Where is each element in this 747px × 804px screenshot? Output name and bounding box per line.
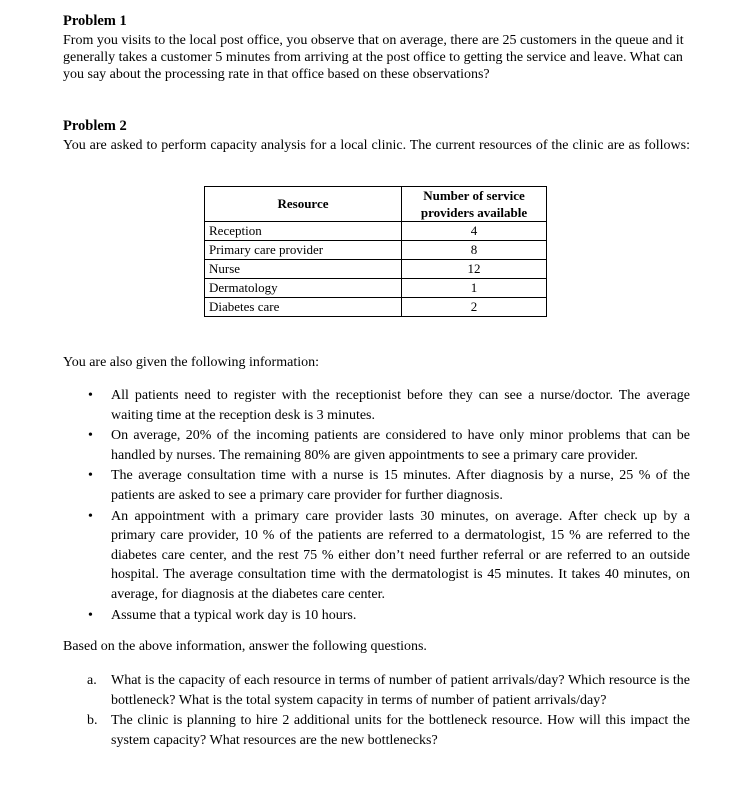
resource-name: Nurse bbox=[205, 260, 402, 279]
list-item bbox=[87, 507, 690, 605]
problem1-heading: Problem 1 bbox=[63, 13, 127, 29]
table-row bbox=[205, 260, 547, 279]
bullet-icon: • bbox=[88, 607, 93, 623]
bullet-text: All patients need to register with the receptionist before they can see a nurse/doctor. The average waiting time at the reception desk is 3 minutes. bbox=[111, 388, 690, 423]
question-text: What is the capacity of each resource in terms of number of patient arrivals/day? Which resource is the bottleneck? What is the total system capacity in terms of number of patient arrivals/day? bbox=[111, 673, 690, 708]
table-row bbox=[205, 222, 547, 241]
header-resource: Resource bbox=[205, 187, 402, 222]
problem2-heading: Problem 2 bbox=[63, 118, 127, 134]
resource-count: 12 bbox=[402, 260, 547, 279]
list-item bbox=[87, 426, 690, 465]
resource-count: 1 bbox=[402, 279, 547, 298]
questions-intro: Based on the above information, answer the following questions. bbox=[63, 639, 427, 654]
bullet-icon: • bbox=[88, 388, 93, 403]
bullet-text: On average, 20% of the incoming patients are considered to have only minor problems that can be handled by nurses. The remaining 80% are given appointments to see a primary care provider. bbox=[111, 428, 690, 463]
resource-table bbox=[204, 186, 547, 317]
bullet-icon: • bbox=[88, 468, 93, 484]
list-item bbox=[87, 466, 690, 505]
question-label: a. bbox=[87, 673, 97, 688]
resource-name: Primary care provider bbox=[205, 241, 402, 260]
resource-count: 8 bbox=[402, 241, 547, 260]
bullet-icon: • bbox=[88, 428, 93, 444]
resource-count: 4 bbox=[402, 222, 547, 241]
resource-name: Diabetes care bbox=[205, 298, 402, 317]
bullet-text: An appointment with a primary care provider lasts 30 minutes, on average. After check up by a primary care provider, 10 % of the patients are referred to a dermatologist, 15 % are referred to the diabetes care center, and the rest 75 % either don’t need further referral or are referred to an outside hospital. The average consultation time with the dermatologist is 45 minutes. It takes 40 minutes, on average, for diagnosis at the diabetes care center. bbox=[111, 508, 690, 602]
table-row bbox=[205, 241, 547, 260]
question-text: The clinic is planning to hire 2 additional units for the bottleneck resource. How will this impact the system capacity? What resources are the new bottlenecks? bbox=[111, 713, 690, 748]
list-item bbox=[87, 386, 690, 425]
problem2-text: You are asked to perform capacity analysis for a local clinic. The current resources of the clinic are as follows: bbox=[63, 138, 690, 153]
bullet-text: Assume that a typical work day is 10 hours. bbox=[111, 607, 357, 623]
table-row bbox=[205, 279, 547, 298]
question-label: b. bbox=[87, 713, 98, 729]
info-intro: You are also given the following information: bbox=[63, 355, 319, 370]
table-header-row bbox=[205, 187, 547, 222]
question-list bbox=[87, 671, 690, 751]
table-row bbox=[205, 298, 547, 317]
header-providers: Number of service providers available bbox=[402, 187, 547, 222]
bullet-icon: • bbox=[88, 508, 93, 524]
question-item bbox=[87, 671, 690, 710]
resource-name: Reception bbox=[205, 222, 402, 241]
list-item bbox=[87, 606, 690, 626]
info-list bbox=[87, 386, 690, 626]
bullet-text: The average consultation time with a nurse is 15 minutes. After diagnosis by a nurse, 25 % of the patients are asked to see a primary care provider for further diagnosis. bbox=[111, 468, 690, 503]
question-item bbox=[87, 711, 690, 750]
resource-name: Dermatology bbox=[205, 279, 402, 298]
resource-count: 2 bbox=[402, 298, 547, 317]
problem1-text: From you visits to the local post office, you observe that on average, there are 25 customers in the queue and it generally takes a customer 5 minutes from arriving at the post office to getting the service and leave. What can you say about the processing rate in that office based on these observations? bbox=[63, 33, 684, 82]
